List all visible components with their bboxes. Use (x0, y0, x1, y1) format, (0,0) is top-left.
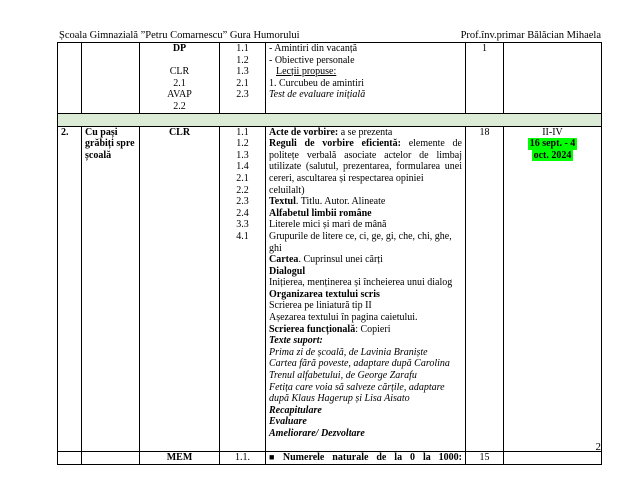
cell-hours: 1 (466, 43, 504, 114)
separator-band (58, 113, 602, 126)
competence: 1.1 (236, 126, 249, 138)
competence: 1.2 (236, 54, 249, 66)
improvement: Ameliorare/ Dezvoltare (269, 428, 365, 439)
cell-number: 2. (58, 126, 82, 452)
text-title: Textul (269, 196, 296, 208)
competence: 1.1 (236, 43, 249, 54)
cell-competences (220, 43, 266, 114)
cell-competences (220, 126, 266, 452)
cell-number (58, 43, 82, 114)
header-teacher: Prof.înv.primar Bălăcian Mihaela (460, 30, 601, 41)
discipline-mem: MEM (166, 452, 193, 464)
header-school: Școala Gimnazială ”Petru Comarnescu” Gura Humorului (59, 30, 300, 41)
discipline-dp: DP (172, 43, 187, 54)
cell-disciplines (140, 452, 220, 465)
week-dates-line2: oct. 2024 (533, 149, 572, 161)
discipline-blank (143, 55, 216, 67)
acts-text: a se prezenta (338, 126, 393, 138)
content-lessons-heading: Lecții propuse: (276, 66, 337, 78)
table-row-separator (58, 113, 602, 126)
discipline-clr-comp: 2.1 (173, 77, 186, 89)
org-title: Organizarea textului scris (269, 288, 380, 300)
competence: 1.2 (236, 138, 249, 150)
cell-content (266, 452, 466, 465)
content-line: Literele mici și mari de mână (269, 219, 387, 231)
func-title: Scrierea funcțională (269, 323, 356, 335)
competence: 2.1 (236, 172, 249, 184)
cell-unit: Cu pași grăbiți spre școală (82, 126, 140, 452)
content-line: ghi (269, 242, 282, 254)
competence: 3.3 (236, 219, 249, 231)
support-text: Trenul alfabetului, de George Zarafu (269, 370, 417, 382)
rules-text: elemente de (400, 138, 462, 150)
competence: 1.4 (236, 161, 249, 173)
content-line: utilizate (salutul, prezentarea, formularea unei (269, 161, 462, 173)
support-text: după Klaus Hagerup și Lisa Aisato (269, 393, 410, 405)
bullet-icon: ■ (269, 452, 280, 463)
acts-title: Acte de vorbire: (269, 126, 339, 138)
dialog-title: Dialogul (269, 265, 306, 277)
evaluation: Evaluare (269, 416, 307, 428)
content-line: Așezarea textului în pagina caietului. (269, 312, 418, 324)
support-title: Texte suport: (269, 335, 323, 347)
table-row-first (58, 43, 602, 114)
support-text: Fetița care voia să salveze cărțile, adaptare (269, 381, 445, 393)
cell-content (266, 43, 466, 114)
discipline-avap: AVAP (167, 89, 192, 101)
cell-hours: 15 (466, 452, 504, 465)
discipline-clr: CLR (169, 66, 190, 78)
content-line: Grupurile de litere ce, ci, ge, gi, che, chi, ghe, (269, 230, 452, 242)
content-line: politețe verbală asociate actelor de limbaj (269, 149, 462, 161)
cell-content (266, 126, 466, 452)
cell-week (504, 43, 602, 114)
cell-disciplines (140, 126, 220, 452)
cell-week (504, 126, 602, 452)
competence: 1.3 (236, 66, 249, 78)
planning-table (57, 42, 602, 465)
competence: 2.2 (236, 184, 249, 196)
cell-number (58, 452, 82, 465)
content-line: Test de evaluare inițială (269, 89, 366, 101)
content-line: 1. Curcubeu de amintiri (269, 77, 364, 89)
cell-hours: 18 (466, 126, 504, 452)
cell-competences: 1.1. (220, 452, 266, 465)
content-line: - Amintiri din vacanță (269, 43, 358, 54)
content-line: cereri, ascultarea și respectarea opiniei (269, 172, 424, 184)
discipline-avap-comp: 2.2 (173, 100, 186, 112)
book-title: Cartea (269, 254, 299, 266)
content-line: Scrierea pe liniatură tip II (269, 300, 372, 312)
week-dates-line1: 16 sept. - 4 (529, 138, 576, 150)
competence: 2.3 (236, 89, 249, 101)
competence: 2.3 (236, 196, 249, 208)
content-line: Numerele naturale de la 0 la 1000: (282, 452, 463, 464)
text-rest: . Titlu. Autor. Alineate (295, 196, 386, 208)
alphabet-title: Alfabetul limbii române (269, 207, 372, 219)
book-rest: . Cuprinsul unei cărți (298, 254, 383, 266)
competence: 2.4 (236, 207, 249, 219)
rules-title: Reguli de vorbire eficientă: (269, 138, 401, 150)
recap: Recapitulare (269, 404, 322, 416)
discipline-clr: CLR (168, 126, 191, 138)
support-text: Cartea fără poveste, adaptare după Carolina (269, 358, 450, 370)
week-range: II-IV (542, 126, 563, 138)
competence: 1.3 (236, 149, 249, 161)
cell-unit (82, 452, 140, 465)
competence: 2.1 (236, 77, 249, 89)
content-line: Inițierea, menținerea și încheierea unui dialog (269, 277, 453, 289)
content-line: celuilalt) (269, 184, 305, 196)
table-row-second (58, 126, 602, 452)
support-text: Prima zi de școală, de Lavinia Braniște (269, 346, 428, 358)
table-row-third (58, 452, 602, 465)
cell-unit (82, 43, 140, 114)
page-number: 2 (595, 441, 601, 453)
cell-disciplines (140, 43, 220, 114)
competence: 4.1 (236, 230, 249, 242)
content-line: - Obiective personale (269, 54, 355, 66)
func-rest: : Copieri (355, 323, 391, 335)
cell-week (504, 452, 602, 465)
